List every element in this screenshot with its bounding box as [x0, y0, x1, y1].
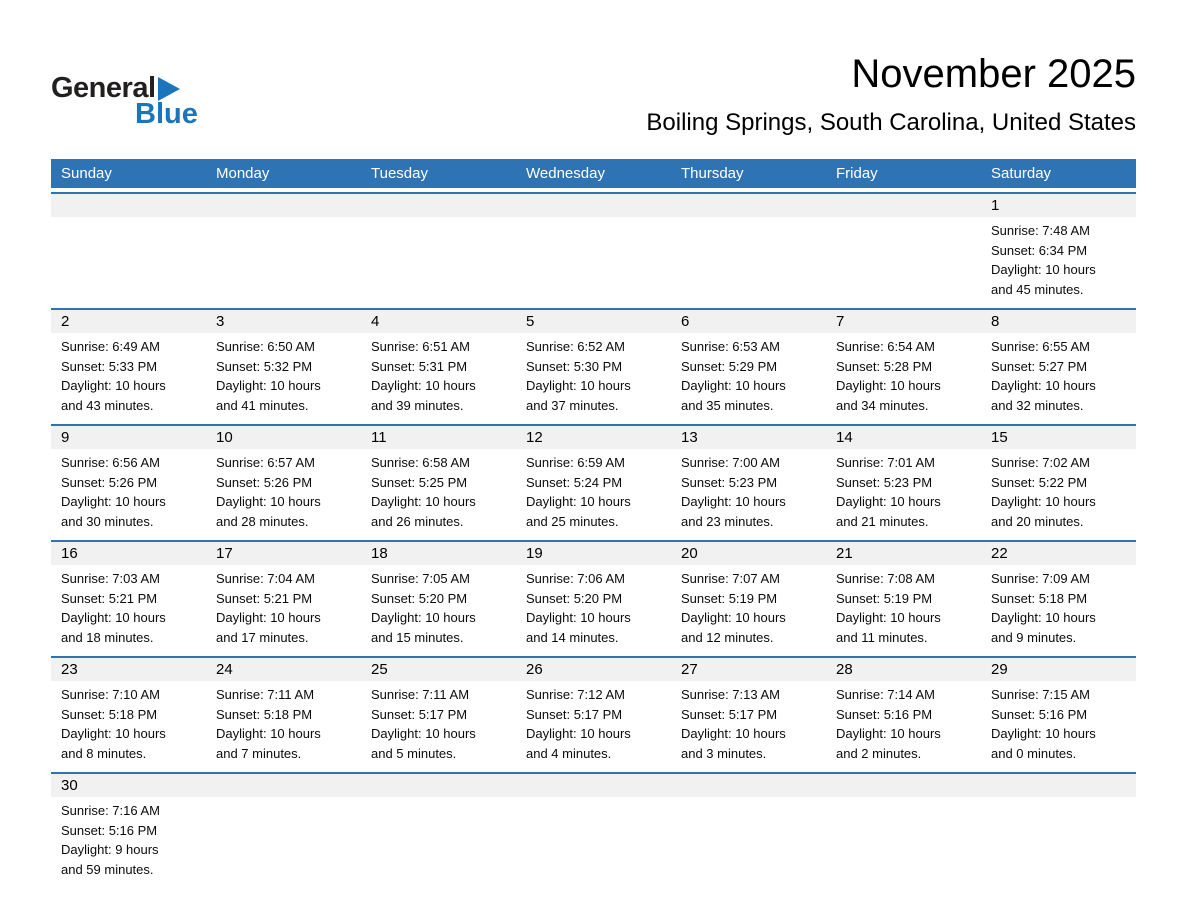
day-info-line: Sunset: 5:23 PM — [681, 474, 778, 490]
day-info — [51, 797, 206, 888]
day-info-line: Sunrise: 7:07 AM — [681, 571, 780, 586]
day-cell — [516, 658, 671, 772]
day-info-line: Sunset: 5:26 PM — [216, 474, 313, 490]
day-info-line: Sunset: 5:33 PM — [61, 358, 158, 374]
day-info-line: and 20 minutes. — [991, 513, 1084, 529]
weekday-header-saturday: Saturday — [991, 165, 1052, 182]
day-number: 16 — [61, 545, 78, 562]
weekday-header-row — [51, 159, 1136, 188]
day-cell — [671, 658, 826, 772]
day-number-strip — [516, 774, 671, 797]
day-info-line: Sunrise: 7:03 AM — [61, 571, 160, 586]
day-info-line: Sunrise: 7:01 AM — [836, 455, 935, 470]
day-number-strip — [516, 194, 671, 217]
day-info — [671, 681, 826, 772]
day-info-line: Sunrise: 7:15 AM — [991, 687, 1090, 702]
day-info-line: Daylight: 10 hours — [371, 726, 476, 741]
day-number: 6 — [681, 313, 690, 330]
day-info-line: Sunset: 5:21 PM — [61, 590, 158, 606]
day-info-line: Sunset: 5:19 PM — [681, 590, 778, 606]
empty-day-cell — [206, 774, 361, 888]
logo-text-general: General — [51, 72, 156, 104]
day-info-line: and 12 minutes. — [681, 629, 774, 645]
day-info-line: Daylight: 10 hours — [526, 610, 631, 625]
week-row — [51, 424, 1136, 540]
day-number: 29 — [991, 661, 1008, 678]
day-info — [981, 449, 1136, 540]
day-info-line: Sunset: 5:19 PM — [836, 590, 933, 606]
day-info-line: Sunrise: 7:00 AM — [681, 455, 780, 470]
day-cell — [361, 426, 516, 540]
day-info-line: Sunset: 5:16 PM — [836, 706, 933, 722]
day-cell — [206, 310, 361, 424]
day-info-line: Sunset: 5:32 PM — [216, 358, 313, 374]
day-info-line: Sunset: 5:18 PM — [61, 706, 158, 722]
weekday-header-monday: Monday — [216, 165, 270, 182]
day-info-line: Daylight: 10 hours — [836, 378, 941, 393]
day-info-line: Daylight: 10 hours — [216, 610, 321, 625]
day-number-strip — [361, 774, 516, 797]
day-info-line: Sunrise: 6:52 AM — [526, 339, 625, 354]
day-info-line: Sunset: 5:18 PM — [216, 706, 313, 722]
day-info-line: and 21 minutes. — [836, 513, 929, 529]
day-number: 9 — [61, 429, 70, 446]
day-number: 13 — [681, 429, 698, 446]
day-info-line: and 9 minutes. — [991, 629, 1077, 645]
day-info-line: Daylight: 9 hours — [61, 842, 159, 857]
day-info-line: and 0 minutes. — [991, 745, 1077, 761]
day-info-line: Sunrise: 6:54 AM — [836, 339, 935, 354]
day-info-line: Daylight: 10 hours — [371, 610, 476, 625]
day-info-line: Sunset: 5:24 PM — [526, 474, 623, 490]
day-cell — [981, 194, 1136, 308]
day-info-line: and 30 minutes. — [61, 513, 154, 529]
day-number-strip — [516, 658, 671, 681]
day-info-line: Sunrise: 6:58 AM — [371, 455, 470, 470]
day-info-line: and 25 minutes. — [526, 513, 619, 529]
day-number-strip — [981, 658, 1136, 681]
day-cell — [826, 542, 981, 656]
page-header — [0, 0, 1188, 159]
day-info — [206, 681, 361, 772]
day-info-line: Sunrise: 6:50 AM — [216, 339, 315, 354]
day-info-line: Daylight: 10 hours — [526, 378, 631, 393]
day-info-line: Sunrise: 7:08 AM — [836, 571, 935, 586]
day-info-line: Daylight: 10 hours — [61, 378, 166, 393]
day-number-strip — [206, 310, 361, 333]
day-cell — [671, 310, 826, 424]
day-number: 14 — [836, 429, 853, 446]
day-info-line: Sunrise: 7:10 AM — [61, 687, 160, 702]
day-info-line: Daylight: 10 hours — [526, 494, 631, 509]
day-info-line: Sunset: 5:18 PM — [991, 590, 1088, 606]
day-info-line: Sunset: 5:16 PM — [61, 822, 158, 838]
day-info — [826, 681, 981, 772]
day-info-line: Sunrise: 7:13 AM — [681, 687, 780, 702]
day-info-line: Sunrise: 7:06 AM — [526, 571, 625, 586]
day-number: 27 — [681, 661, 698, 678]
day-number: 7 — [836, 313, 845, 330]
day-number-strip — [206, 774, 361, 797]
weekday-header-sunday: Sunday — [61, 165, 112, 182]
day-number-strip — [981, 774, 1136, 797]
day-number: 1 — [991, 197, 1000, 214]
day-info-line: Daylight: 10 hours — [216, 378, 321, 393]
day-number-strip — [671, 194, 826, 217]
day-info — [671, 565, 826, 656]
day-info-line: Sunset: 5:16 PM — [991, 706, 1088, 722]
weekday-header-thursday: Thursday — [681, 165, 744, 182]
day-info-line: Sunset: 5:28 PM — [836, 358, 933, 374]
day-info-line: Daylight: 10 hours — [681, 726, 786, 741]
empty-day-cell — [516, 774, 671, 888]
day-info-line: and 3 minutes. — [681, 745, 767, 761]
empty-day-cell — [51, 194, 206, 308]
day-info — [981, 681, 1136, 772]
day-number-strip — [826, 774, 981, 797]
day-info-line: Daylight: 10 hours — [991, 262, 1096, 277]
day-info — [516, 449, 671, 540]
day-number: 15 — [991, 429, 1008, 446]
day-cell — [206, 542, 361, 656]
week-row — [51, 308, 1136, 424]
general-blue-logo — [51, 74, 198, 129]
day-info-line: and 35 minutes. — [681, 397, 774, 413]
day-cell — [981, 542, 1136, 656]
day-info-line: Daylight: 10 hours — [991, 610, 1096, 625]
day-cell — [981, 658, 1136, 772]
day-info — [361, 449, 516, 540]
day-number: 5 — [526, 313, 535, 330]
day-info-line: Sunset: 5:17 PM — [371, 706, 468, 722]
day-info-line: and 43 minutes. — [61, 397, 154, 413]
day-info — [206, 565, 361, 656]
day-info-line: Daylight: 10 hours — [836, 726, 941, 741]
day-info-line: and 8 minutes. — [61, 745, 147, 761]
day-cell — [51, 658, 206, 772]
calendar-weeks — [51, 192, 1136, 888]
day-info-line: Daylight: 10 hours — [371, 378, 476, 393]
day-cell — [826, 658, 981, 772]
week-row — [51, 540, 1136, 656]
day-number: 23 — [61, 661, 78, 678]
day-info — [826, 565, 981, 656]
day-number-strip — [981, 194, 1136, 217]
day-number-strip — [671, 542, 826, 565]
day-info-line: and 2 minutes. — [836, 745, 922, 761]
day-number-strip — [826, 542, 981, 565]
day-number: 30 — [61, 777, 78, 794]
day-number: 19 — [526, 545, 543, 562]
day-number-strip — [981, 310, 1136, 333]
day-info-line: Daylight: 10 hours — [991, 726, 1096, 741]
day-info-line: Daylight: 10 hours — [836, 494, 941, 509]
week-row — [51, 656, 1136, 772]
day-info — [826, 449, 981, 540]
day-number: 25 — [371, 661, 388, 678]
day-info — [361, 681, 516, 772]
day-number: 21 — [836, 545, 853, 562]
day-info-line: Daylight: 10 hours — [526, 726, 631, 741]
day-info-line: and 5 minutes. — [371, 745, 457, 761]
day-info — [826, 333, 981, 424]
day-info-line: and 32 minutes. — [991, 397, 1084, 413]
day-info-line: Sunrise: 7:05 AM — [371, 571, 470, 586]
day-cell — [516, 310, 671, 424]
day-info-line: Sunset: 5:21 PM — [216, 590, 313, 606]
day-cell — [51, 774, 206, 888]
day-cell — [51, 426, 206, 540]
week-row — [51, 192, 1136, 308]
day-cell — [981, 426, 1136, 540]
empty-day-cell — [826, 774, 981, 888]
day-info-line: and 23 minutes. — [681, 513, 774, 529]
day-info — [361, 333, 516, 424]
day-number: 12 — [526, 429, 543, 446]
day-info — [671, 449, 826, 540]
weekday-header-friday: Friday — [836, 165, 878, 182]
day-number-strip — [361, 542, 516, 565]
empty-day-cell — [981, 774, 1136, 888]
day-number-strip — [671, 310, 826, 333]
day-number: 22 — [991, 545, 1008, 562]
day-info-line: Sunrise: 7:16 AM — [61, 803, 160, 818]
empty-day-cell — [826, 194, 981, 308]
day-info-line: Sunset: 5:26 PM — [61, 474, 158, 490]
day-number: 3 — [216, 313, 225, 330]
day-number-strip — [361, 426, 516, 449]
day-info-line: Sunset: 5:29 PM — [681, 358, 778, 374]
day-info-line: and 15 minutes. — [371, 629, 464, 645]
day-info-line: Daylight: 10 hours — [991, 494, 1096, 509]
day-info-line: Sunrise: 7:14 AM — [836, 687, 935, 702]
day-info-line: Sunset: 6:34 PM — [991, 242, 1088, 258]
day-cell — [361, 658, 516, 772]
day-number-strip — [516, 310, 671, 333]
day-number: 8 — [991, 313, 1000, 330]
day-number-strip — [826, 194, 981, 217]
day-number-strip — [671, 426, 826, 449]
empty-day-cell — [516, 194, 671, 308]
day-number-strip — [51, 542, 206, 565]
day-info-line: and 39 minutes. — [371, 397, 464, 413]
day-cell — [826, 426, 981, 540]
day-info — [981, 565, 1136, 656]
day-cell — [51, 542, 206, 656]
day-cell — [671, 542, 826, 656]
day-number-strip — [206, 194, 361, 217]
empty-day-cell — [206, 194, 361, 308]
day-info-line: Sunrise: 7:11 AM — [371, 687, 470, 702]
day-info-line: and 34 minutes. — [836, 397, 929, 413]
day-number-strip — [671, 774, 826, 797]
day-number-strip — [361, 310, 516, 333]
title-block — [646, 52, 1136, 137]
day-info-line: Sunrise: 7:48 AM — [991, 223, 1090, 238]
day-info — [206, 333, 361, 424]
day-number-strip — [981, 426, 1136, 449]
day-info-line: Sunrise: 7:09 AM — [991, 571, 1090, 586]
day-info — [51, 449, 206, 540]
empty-day-cell — [671, 774, 826, 888]
day-number-strip — [51, 426, 206, 449]
day-number: 4 — [371, 313, 380, 330]
day-info-line: Daylight: 10 hours — [61, 726, 166, 741]
day-info-line: Sunrise: 6:56 AM — [61, 455, 160, 470]
day-number-strip — [826, 658, 981, 681]
day-number-strip — [981, 542, 1136, 565]
day-info-line: and 14 minutes. — [526, 629, 619, 645]
day-cell — [671, 426, 826, 540]
day-info-line: Sunset: 5:17 PM — [681, 706, 778, 722]
day-info-line: Sunrise: 7:02 AM — [991, 455, 1090, 470]
day-info-line: Sunrise: 7:04 AM — [216, 571, 315, 586]
day-number: 24 — [216, 661, 233, 678]
day-info-line: Sunset: 5:22 PM — [991, 474, 1088, 490]
day-number-strip — [206, 658, 361, 681]
day-info-line: Sunrise: 6:53 AM — [681, 339, 780, 354]
day-info-line: Sunset: 5:31 PM — [371, 358, 468, 374]
day-info-line: Daylight: 10 hours — [681, 378, 786, 393]
day-info-line: Sunset: 5:23 PM — [836, 474, 933, 490]
day-info-line: Daylight: 10 hours — [216, 494, 321, 509]
day-cell — [361, 542, 516, 656]
empty-day-cell — [671, 194, 826, 308]
day-info — [516, 565, 671, 656]
day-info-line: Daylight: 10 hours — [681, 610, 786, 625]
day-number-strip — [51, 310, 206, 333]
day-info-line: Daylight: 10 hours — [681, 494, 786, 509]
day-info — [671, 333, 826, 424]
weekday-header-wednesday: Wednesday — [526, 165, 605, 182]
day-number-strip — [361, 658, 516, 681]
day-info-line: Daylight: 10 hours — [371, 494, 476, 509]
day-info-line: Sunset: 5:20 PM — [526, 590, 623, 606]
day-info-line: and 17 minutes. — [216, 629, 309, 645]
day-info — [516, 681, 671, 772]
logo-text-blue: Blue — [135, 98, 198, 130]
day-number-strip — [206, 426, 361, 449]
day-cell — [516, 542, 671, 656]
day-number: 2 — [61, 313, 70, 330]
weekday-header-tuesday: Tuesday — [371, 165, 428, 182]
empty-day-cell — [361, 194, 516, 308]
day-number-strip — [826, 426, 981, 449]
day-number: 28 — [836, 661, 853, 678]
day-info-line: Sunrise: 6:51 AM — [371, 339, 470, 354]
day-info-line: and 45 minutes. — [991, 281, 1084, 297]
day-cell — [981, 310, 1136, 424]
day-number-strip — [51, 194, 206, 217]
calendar-table — [51, 159, 1136, 888]
day-number-strip — [826, 310, 981, 333]
day-number: 17 — [216, 545, 233, 562]
day-info-line: Sunrise: 6:57 AM — [216, 455, 315, 470]
day-cell — [361, 310, 516, 424]
empty-day-cell — [361, 774, 516, 888]
day-info-line: Daylight: 10 hours — [61, 494, 166, 509]
day-number-strip — [51, 658, 206, 681]
day-info-line: and 28 minutes. — [216, 513, 309, 529]
day-cell — [516, 426, 671, 540]
day-info-line: Daylight: 10 hours — [991, 378, 1096, 393]
day-info-line: Sunrise: 7:12 AM — [526, 687, 625, 702]
day-number: 26 — [526, 661, 543, 678]
day-info — [981, 217, 1136, 308]
day-info-line: Sunrise: 7:11 AM — [216, 687, 315, 702]
day-info — [361, 565, 516, 656]
day-number: 20 — [681, 545, 698, 562]
day-info-line: Sunrise: 6:49 AM — [61, 339, 160, 354]
day-info-line: Sunset: 5:27 PM — [991, 358, 1088, 374]
day-info — [51, 565, 206, 656]
day-number-strip — [51, 774, 206, 797]
day-info-line: and 18 minutes. — [61, 629, 154, 645]
location-subtitle: Boiling Springs, South Carolina, United States — [646, 109, 1136, 136]
day-number-strip — [361, 194, 516, 217]
day-info-line: and 4 minutes. — [526, 745, 612, 761]
week-row — [51, 772, 1136, 888]
day-info — [206, 449, 361, 540]
day-info-line: Sunset: 5:30 PM — [526, 358, 623, 374]
day-number-strip — [516, 426, 671, 449]
day-info — [516, 333, 671, 424]
day-info — [51, 333, 206, 424]
day-cell — [51, 310, 206, 424]
day-number: 10 — [216, 429, 233, 446]
day-info-line: and 11 minutes. — [836, 629, 928, 645]
month-title: November 2025 — [851, 52, 1136, 96]
day-info-line: Daylight: 10 hours — [216, 726, 321, 741]
day-info-line: Daylight: 10 hours — [61, 610, 166, 625]
day-info-line: and 59 minutes. — [61, 861, 154, 877]
day-info-line: Sunset: 5:20 PM — [371, 590, 468, 606]
day-info-line: and 7 minutes. — [216, 745, 302, 761]
day-number-strip — [516, 542, 671, 565]
day-info-line: Sunrise: 6:55 AM — [991, 339, 1090, 354]
day-cell — [206, 426, 361, 540]
day-number-strip — [206, 542, 361, 565]
day-info-line: Daylight: 10 hours — [836, 610, 941, 625]
day-number: 11 — [371, 429, 387, 446]
day-info — [981, 333, 1136, 424]
day-number: 18 — [371, 545, 388, 562]
day-info-line: Sunset: 5:25 PM — [371, 474, 468, 490]
day-info-line: and 37 minutes. — [526, 397, 619, 413]
day-cell — [826, 310, 981, 424]
day-info-line: Sunset: 5:17 PM — [526, 706, 623, 722]
day-cell — [206, 658, 361, 772]
day-info — [51, 681, 206, 772]
day-info-line: and 26 minutes. — [371, 513, 464, 529]
day-info-line: and 41 minutes. — [216, 397, 309, 413]
day-info-line: Sunrise: 6:59 AM — [526, 455, 625, 470]
day-number-strip — [671, 658, 826, 681]
